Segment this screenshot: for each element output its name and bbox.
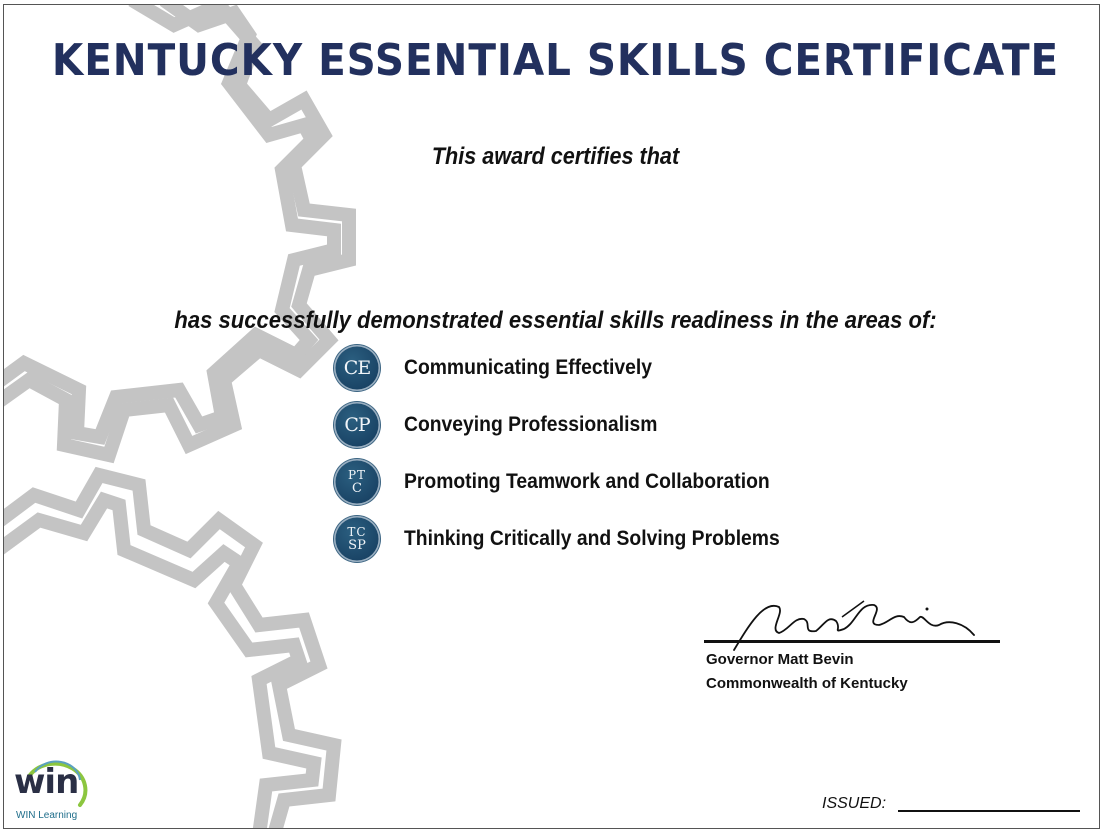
- skill-item: [334, 516, 934, 566]
- award-intro-text: This award certifies that: [431, 143, 680, 170]
- skill-label: Thinking Critically and Solving Problems: [404, 527, 780, 550]
- certificate: [3, 4, 1100, 829]
- signature-line: [704, 640, 1000, 643]
- signatory-name: Governor Matt Bevin: [706, 651, 854, 668]
- skill-item: [334, 402, 934, 452]
- issued-date-line: [898, 810, 1080, 812]
- skill-label: Promoting Teamwork and Collaboration: [404, 470, 770, 493]
- skill-badge-icon: CP: [334, 402, 380, 448]
- certificate-title: KENTUCKY ESSENTIAL SKILLS CERTIFICATE: [51, 35, 1060, 86]
- skill-label: Communicating Effectively: [404, 356, 652, 379]
- skill-item: [334, 345, 934, 395]
- signatory-organization: Commonwealth of Kentucky: [706, 675, 908, 692]
- skill-badge-icon: PT C: [334, 459, 380, 505]
- skill-badge-icon: CE: [334, 345, 380, 391]
- logo-subtitle: WIN Learning: [16, 810, 78, 821]
- handwritten-signature: [724, 595, 984, 655]
- readiness-statement: has successfully demonstrated essential skills readiness in the areas of:: [174, 307, 937, 334]
- skill-item: [334, 459, 934, 509]
- signature-block: [704, 595, 1004, 705]
- skill-badge-icon: TC SP: [334, 516, 380, 562]
- issued-label: ISSUED:: [822, 795, 887, 812]
- skill-label: Conveying Professionalism: [404, 413, 658, 436]
- logo-text: win: [14, 762, 79, 802]
